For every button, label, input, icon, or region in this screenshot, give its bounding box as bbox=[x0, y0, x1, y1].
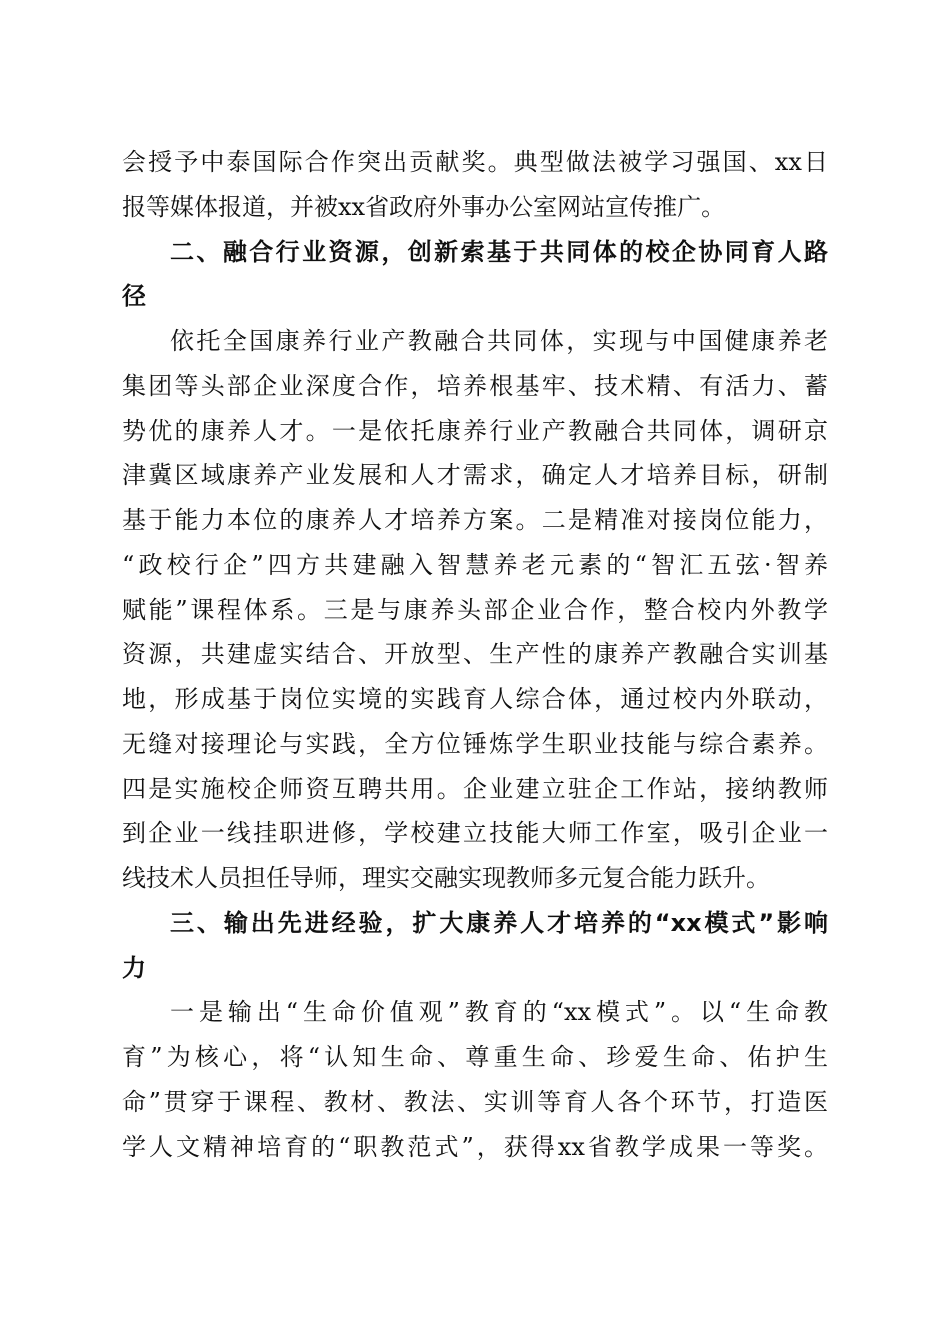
text-line: 二、融合行业资源，创新索基于共同体的校企协同育人路 bbox=[170, 237, 828, 266]
document-page bbox=[122, 140, 828, 1169]
text-line: 赋能”课程体系。三是与康养头部企业合作，整合校内外教学 bbox=[122, 595, 828, 624]
text-line: 报等媒体报道，并被xx省政府外事办公室网站宣传推广。 bbox=[122, 192, 726, 221]
body-paragraph bbox=[122, 140, 828, 230]
section-heading bbox=[122, 230, 828, 320]
text-line: 势优的康养人才。一是依托康养行业产教融合共同体，调研京 bbox=[122, 416, 828, 445]
section-heading bbox=[122, 901, 828, 991]
text-line: 基于能力本位的康养人才培养方案。二是精准对接岗位能力， bbox=[122, 506, 828, 534]
text-line: 无缝对接理论与实践，全方位锤炼学生职业技能与综合素养。 bbox=[122, 729, 828, 758]
text-line: 命”贯穿于课程、教材、教法、实训等育人各个环节，打造医 bbox=[122, 1087, 828, 1116]
text-line: 会授予中泰国际合作突出贡献奖。典型做法被学习强国、xx日 bbox=[122, 148, 828, 176]
text-line: 地，形成基于岗位实境的实践育人综合体，通过校内外联动， bbox=[122, 685, 828, 713]
text-line: 集团等头部企业深度合作，培养根基牢、技术精、有活力、蓄 bbox=[122, 371, 828, 400]
text-line: 学人文精神培育的“职教范式”，获得xx省教学成果一等奖。 bbox=[122, 1132, 828, 1161]
text-line: “政校行企”四方共建融入智慧养老元素的“智汇五弦·智养 bbox=[122, 550, 828, 579]
text-line: 一是输出“生命价值观”教育的“xx模式”。以“生命教 bbox=[170, 998, 828, 1027]
text-line: 到企业一线挂职进修，学校建立技能大师工作室，吸引企业一 bbox=[122, 819, 828, 848]
text-line: 津冀区域康养产业发展和人才需求，确定人才培养目标，研制 bbox=[122, 461, 828, 490]
text-line: 三、输出先进经验，扩大康养人才培养的“xx模式”影响 bbox=[170, 908, 828, 937]
text-line: 四是实施校企师资互聘共用。企业建立驻企工作站，接纳教师 bbox=[122, 774, 828, 803]
text-line: 力 bbox=[122, 953, 146, 982]
text-line: 径 bbox=[122, 282, 146, 311]
text-line: 线技术人员担任导师，理实交融实现教师多元复合能力跃升。 bbox=[122, 864, 770, 892]
text-line: 依托全国康养行业产教融合共同体，实现与中国健康养老 bbox=[170, 327, 828, 355]
body-paragraph bbox=[122, 990, 828, 1169]
body-paragraph bbox=[122, 319, 828, 901]
text-line: 资源，共建虚实结合、开放型、生产性的康养产教融合实训基 bbox=[122, 640, 828, 669]
text-line: 育”为核心，将“认知生命、尊重生命、珍爱生命、佑护生 bbox=[122, 1043, 828, 1071]
